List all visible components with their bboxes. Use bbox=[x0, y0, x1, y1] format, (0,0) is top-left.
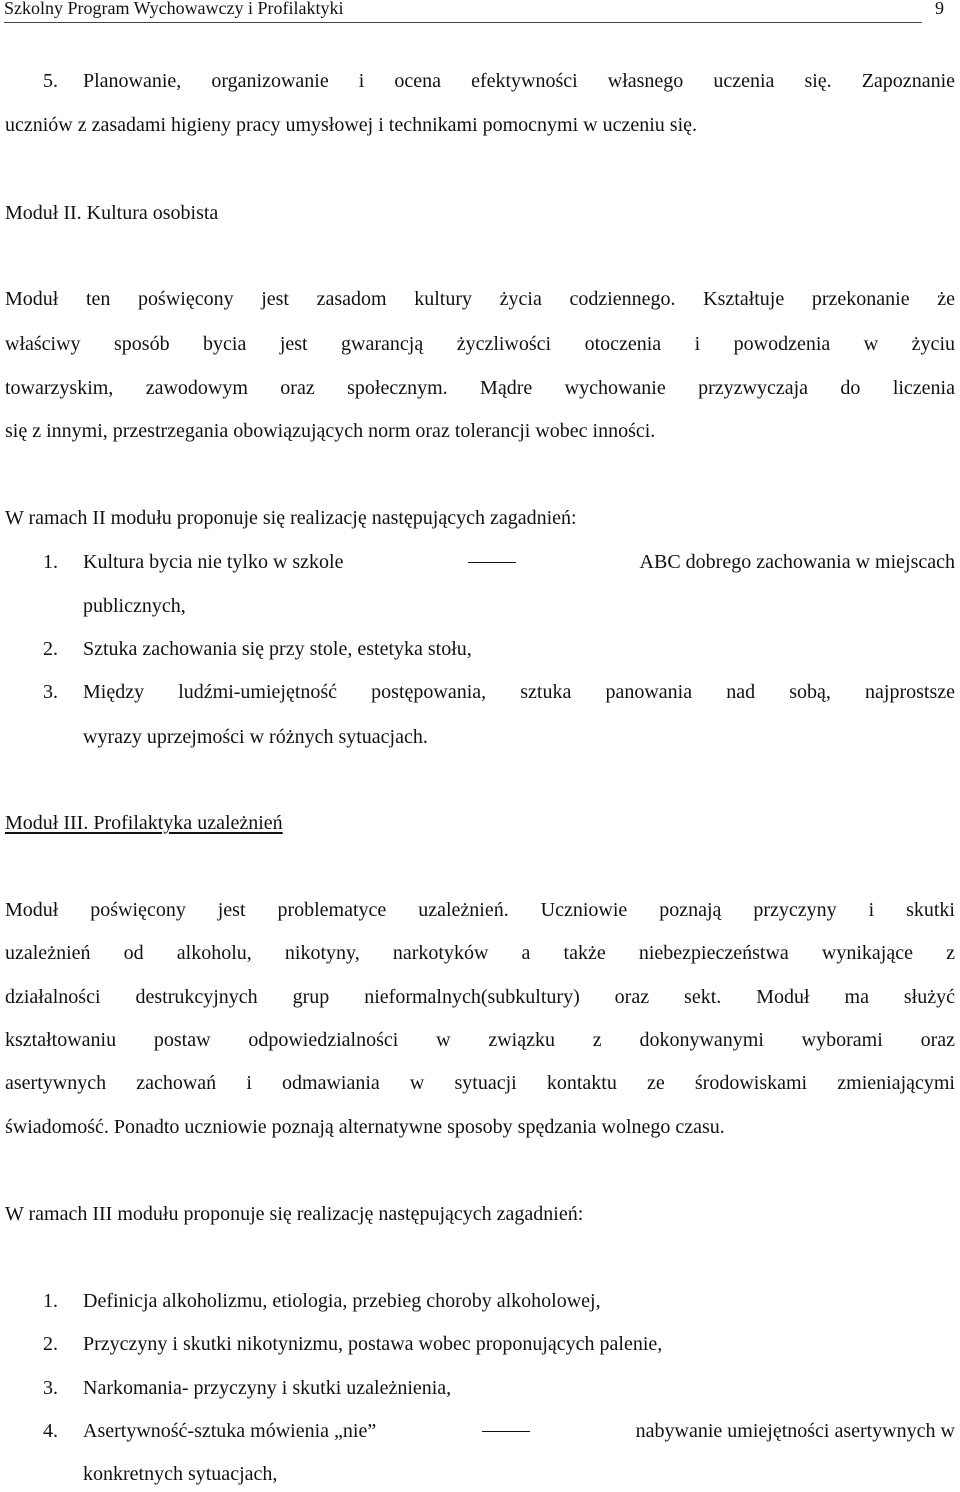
paragraph-line: asertywnych zachowań i odmawiania w sytuacji kontaktu ze środowiskami zmieniającymi bbox=[5, 1072, 955, 1094]
list-item-text: ABC dobrego zachowania w miejscach bbox=[639, 551, 955, 573]
list-intro: W ramach II modułu proponuje się realizację następujących zagadnień: bbox=[5, 507, 577, 529]
paragraph-line: działalności destrukcyjnych grup nieformalnych(subkultury) oraz sekt. Moduł ma służyć bbox=[5, 986, 955, 1008]
list-item-number: 5. bbox=[43, 70, 58, 92]
list-item-text-line: uczniów z zasadami higieny pracy umysłowej i technikami pomocnymi w uczeniu się. bbox=[5, 114, 698, 136]
list-item-number: 2. bbox=[43, 638, 58, 660]
list-item-text: Asertywność-sztuka mówienia „nie” bbox=[83, 1420, 377, 1442]
list-item-number: 3. bbox=[43, 1377, 58, 1399]
paragraph-line: świadomość. Ponadto uczniowie poznają alternatywne sposoby spędzania wolnego czasu. bbox=[5, 1116, 725, 1138]
list-intro: W ramach III modułu proponuje się realizację następujących zagadnień: bbox=[5, 1203, 584, 1225]
module-heading: Moduł II. Kultura osobista bbox=[5, 202, 219, 224]
paragraph-line: kształtowaniu postaw odpowiedzialności w związku z dokonywanymi wyborami oraz bbox=[5, 1029, 955, 1051]
paragraph-line: Moduł poświęcony jest problematyce uzależnień. Uczniowie poznają przyczyny i skutki bbox=[5, 899, 955, 921]
running-header bbox=[4, 0, 944, 23]
header-title: Szkolny Program Wychowawczy i Profilaktyki bbox=[4, 0, 344, 18]
list-item-text: Kultura bycia nie tylko w szkole bbox=[83, 551, 344, 573]
list-item-text-line: Między ludźmi-umiejętność postępowania, sztuka panowania nad sobą, najprostsze bbox=[83, 681, 955, 703]
list-item-text-line: Definicja alkoholizmu, etiologia, przebieg choroby alkoholowej, bbox=[83, 1290, 601, 1312]
list-item-text-line: konkretnych sytuacjach, bbox=[83, 1463, 278, 1485]
module-heading: Moduł III. Profilaktyka uzależnień bbox=[5, 812, 283, 834]
list-item-number: 1. bbox=[43, 1290, 58, 1312]
list-item-text-line bbox=[83, 551, 955, 574]
paragraph-line: towarzyskim, zawodowym oraz społecznym. Mądre wychowanie przyzwyczaja do liczenia bbox=[5, 377, 955, 399]
list-item-text-line: Sztuka zachowania się przy stole, estetyka stołu, bbox=[83, 638, 472, 660]
paragraph-line: się z innymi, przestrzegania obowiązujących norm oraz tolerancji wobec inności. bbox=[5, 420, 656, 442]
list-item-text-line bbox=[83, 1420, 955, 1443]
paragraph-line: Moduł ten poświęcony jest zasadom kultury życia codziennego. Kształtuje przekonanie że bbox=[5, 288, 955, 310]
em-dash-line bbox=[468, 562, 516, 563]
list-item-text-line: Przyczyny i skutki nikotynizmu, postawa wobec proponujących palenie, bbox=[83, 1333, 663, 1355]
list-item-number: 4. bbox=[43, 1420, 58, 1442]
list-item-text-line: Narkomania- przyczyny i skutki uzależnienia, bbox=[83, 1377, 452, 1399]
list-item-text-line: publicznych, bbox=[83, 595, 186, 617]
em-dash-line bbox=[482, 1431, 530, 1432]
paragraph-line: uzależnień od alkoholu, nikotyny, narkotyków a także niebezpieczeństwa wynikające z bbox=[5, 942, 955, 964]
list-item-text: nabywanie umiejętności asertywnych w bbox=[635, 1420, 955, 1442]
list-item-number: 1. bbox=[43, 551, 58, 573]
page-number: 9 bbox=[935, 0, 944, 18]
list-item-number: 3. bbox=[43, 681, 58, 703]
list-item-text-line: Planowanie, organizowanie i ocena efektywności własnego uczenia się. Zapoznanie bbox=[83, 70, 955, 92]
list-item-number: 2. bbox=[43, 1333, 58, 1355]
paragraph-line: właściwy sposób bycia jest gwarancją życzliwości otoczenia i powodzenia w życiu bbox=[5, 333, 955, 355]
list-item-text-line: wyrazy uprzejmości w różnych sytuacjach. bbox=[83, 726, 428, 748]
